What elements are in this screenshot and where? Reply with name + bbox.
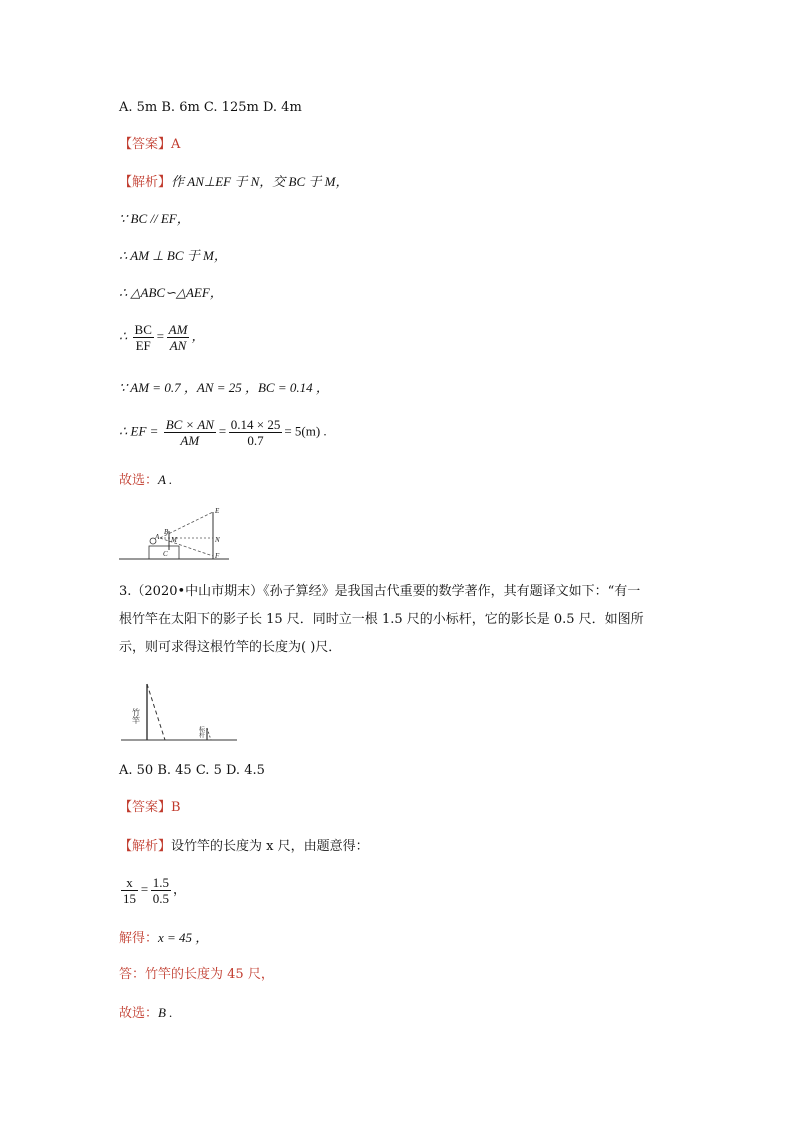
frac-numerator: BC × AN — [165, 417, 214, 432]
answer-tag: 【答案】 — [119, 800, 172, 815]
frac-denominator: 0.5 — [152, 891, 170, 906]
frac-numerator: BC — [134, 322, 152, 337]
fraction-bcan-am — [164, 417, 216, 448]
choice-label: 故选： — [119, 1006, 159, 1021]
q3-stem-line2: 根竹竿在太阳下的影子长 15 尺．同时立一根 1.5 尺的小标杆，它的影长是 0.5 尺．如图所 — [119, 612, 644, 627]
q3-equation: $\frac{x}{15}$ = $\frac{1.5}{0.5}$ ， — [123, 875, 187, 906]
fraction-am-an — [167, 322, 190, 353]
analysis-tag: 【解析】 — [119, 839, 172, 854]
punctuation: ， — [191, 328, 205, 344]
q2-step2: ∴ AM ⊥ BC 于 M， — [119, 248, 227, 263]
reply-unit: 尺， — [247, 967, 274, 982]
answer-value: B — [171, 800, 181, 815]
frac-denominator: EF — [135, 338, 151, 353]
choice-label: 故选： — [119, 473, 159, 488]
frac-denominator: 0.7 — [247, 433, 264, 448]
analysis-text: 设竹竿的长度为 x 尺，由题意得： — [171, 839, 369, 854]
q2-step5: ∵ AM = 0.7 ，AN = 25 ，BC = 0.14 ， — [119, 380, 329, 395]
frac-numerator: x — [121, 875, 138, 891]
q3-stem-line1: 3.（2020•中山市期末）《孙子算经》是我国古代重要的数学著作，其有题译文如下：“有一 — [119, 584, 641, 599]
answer-tag: 【答案】 — [119, 137, 172, 152]
fraction-bc-ef — [133, 322, 154, 353]
q2-analysis — [119, 173, 348, 192]
label-n: N — [215, 536, 220, 544]
frac-denominator: 15 — [123, 891, 136, 906]
q2-step3: ∴ △ABC∽△AEF， — [119, 285, 223, 300]
q2-step4: ∴ $\frac{BC}{EF}$ = $\frac{AM}{AN}$ ， — [119, 322, 205, 353]
q3-options: A. 50 B. 45 C. 5 D. 4.5 — [119, 763, 265, 778]
fraction-1.5-0.5 — [151, 875, 171, 906]
q3-reply — [119, 966, 274, 984]
frac-denominator: AN — [169, 338, 187, 353]
solve-label: 解得： — [119, 931, 159, 946]
frac-denominator: AM — [180, 433, 200, 448]
frac-numerator: AM — [168, 322, 188, 337]
q3-answer — [119, 799, 181, 817]
answer-value: A — [171, 137, 181, 152]
q3-solve — [119, 929, 208, 948]
q3-stem-line3: 示，则可求得这根竹竿的长度为( )尺． — [119, 640, 342, 655]
label-b: B — [164, 528, 169, 536]
q2-choice — [119, 471, 172, 490]
bamboo-pole-figure — [119, 682, 239, 742]
q2-step6: ∴ EF = $\frac{BC \times AN}{AM}$ = $\frac{0.14 \times 25}{0.7}$ = 5(m) . — [119, 417, 327, 448]
fraction-x-15 — [121, 875, 138, 906]
label-f: F — [215, 552, 220, 560]
q3-choice — [119, 1004, 172, 1023]
step6-prefix: ∴ EF = — [119, 423, 159, 439]
frac-numerator: 0.14 × 25 — [230, 417, 281, 432]
reply-label: 答：竹竿的长度为 — [119, 967, 224, 982]
choice-value: A . — [158, 472, 173, 487]
frac-numerator: 1.5 — [152, 875, 170, 890]
label-a: A — [155, 533, 160, 541]
analysis-tag: 【解析】 — [119, 175, 172, 190]
step6-result: = 5(m) . — [284, 423, 327, 439]
solve-value: x = 45 ， — [158, 930, 209, 945]
similar-triangles-figure — [119, 504, 229, 566]
therefore-symbol: ∴ — [119, 328, 128, 344]
q2-options: A. 5m B. 6m C. 125m D. 4m — [119, 100, 302, 115]
reply-value: 45 — [227, 967, 244, 982]
label-c: C — [163, 550, 168, 558]
q3-analysis — [119, 838, 369, 856]
label-pole-big: 竹竿 — [131, 708, 141, 724]
analysis-text: 作 AN⊥EF 于 N，交 BC 于 M， — [171, 174, 349, 189]
q2-step1: ∵ BC // EF， — [119, 211, 190, 226]
fraction-numeric — [229, 417, 283, 448]
q2-answer — [119, 136, 180, 154]
label-pole-small: 标杆 — [197, 726, 205, 738]
label-e: E — [215, 507, 220, 515]
choice-value: B . — [158, 1005, 173, 1020]
punctuation: ， — [173, 881, 187, 897]
label-m: M — [171, 536, 177, 544]
